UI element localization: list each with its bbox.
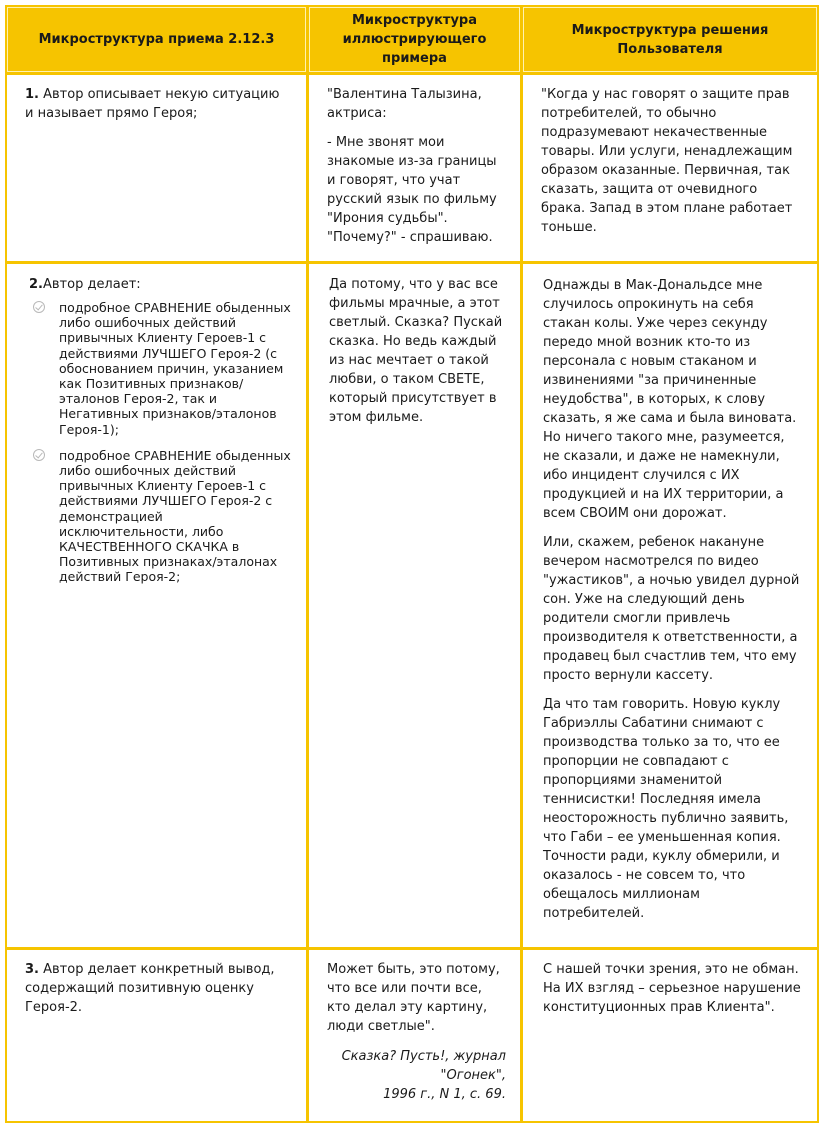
source-line-1: Сказка? Пусть!, журнал [341,1049,506,1064]
row2-solution-paragraph-1: Однажды в Мак-Дональдсе мне случилось опрокинуть на себя стакан колы. Уже через секунду передо мной возник кто-то из персонала с новым стаканом и извинениями "за причиненные неудобства", в которых, к слову сказать, я же сама и была виновата. Но ничего такого мне, разумеется, не сказали, и даже не намекнули, ибо инцидент случился с ИХ продукцией и на ИХ территории, а всем СВОИМ они дорожат. [543,278,797,521]
header-cell-example [309,7,520,72]
row2-solution-paragraph-2: Или, скажем, ребенок накануне вечером насмотрелся по видео "ужастиков", а ночью увидел дурной сон. Уже на следующий день родители смогли привлечь производителя к ответственности, а продавец был счастлив тем, что ему просто вернули кассету. [543,535,800,683]
row1-example-cell [309,75,520,261]
row2-technique-intro: 2.Автор делает: [29,277,141,292]
row3-technique-cell [7,950,306,1121]
list-item: подробное СРАВНЕНИЕ обыденных либо ошибочных действий привычных Клиенту Героев-1 с действиями ЛУЧШЕГО Героя-2 с демонстрацией исключительности, либо КАЧЕСТВЕННОГО СКАЧКА в Позитивных признаках/эталонах действий Героя-2; [29,448,294,585]
row2-example-cell [309,264,520,947]
row1-technique-cell [7,75,306,261]
row3-technique-text: 3. Автор делает конкретный вывод, содержащий позитивную оценку Героя-2. [25,962,275,1015]
row1-example-quote: - Мне звонят мои знакомые из-за границы и говорят, что учат русский язык по фильму "Ирония судьбы". "Почему?" - спрашиваю. [327,135,497,245]
header-cell-technique [7,7,306,72]
row2-technique-list [29,300,294,585]
row3-solution-cell [523,950,817,1121]
header-technique-label: Микроструктура приема 2.12.3 [38,32,275,47]
row1-solution-cell [523,75,817,261]
header-example-line-1: Микроструктура [351,13,478,28]
row2-solution-paragraph-3: Да что там говорить. Новую куклу Габриэллы Сабатини снимают с производства только за то, что ее пропорции не совпадают с пропорциями знаменитой теннисистки! Последняя имела неосторожность публично заявить, что Габи – ее уменьшенная копия. Точности ради, куклу обмерили, и оказалось - не совсем то, что обещалось миллионам потребителей. [543,697,789,921]
source-line-3: 1996 г., N 1, с. 69. [383,1087,506,1102]
header-cell-solution [523,7,817,72]
row2-technique-cell [7,264,306,947]
row2-example-text: Да потому, что у вас все фильмы мрачные, а этот светлый. Сказка? Пускай сказка. Но ведь каждый из нас мечтает о такой любви, о таком СВЕТЕ, который присутствует в этом фильме. [329,277,503,425]
row1-example-speaker: "Валентина Талызина, актриса: [327,87,482,121]
source-line-2: "Огонек", [440,1068,506,1083]
row3-solution-text: С нашей точки зрения, это не обман. На ИХ взгляд – серьезное нарушение конституционных прав Клиента". [543,962,801,1015]
check-circle-icon [33,301,45,313]
header-solution-line-1: Микроструктура решения [571,22,769,38]
check-circle-icon [33,449,45,461]
row3-example-text: Может быть, это потому, что все или почти все, кто делал эту картину, люди светлые". [327,962,500,1034]
header-example-line-3: примера [382,51,447,66]
header-example-line-2: иллюстрирующего [342,32,487,47]
list-item: подробное СРАВНЕНИЕ обыденных либо ошибочных действий привычных Клиенту Героев-1 с действиями ЛУЧШЕГО Героя-2 (с обоснованием причин, указанием как Позитивных признаков/эталонов Героя-2, так и Негативных признаков/эталонов Героя-1); [29,300,294,437]
header-solution-line-2: Пользователя [617,41,723,57]
row2-solution-cell [523,264,817,947]
row3-example-cell [309,950,520,1121]
row3-example-source [327,1047,506,1104]
row1-technique-text: 1. Автор описывает некую ситуацию и называет прямо Героя; [25,87,280,121]
row1-solution-text: "Когда у нас говорят о защите прав потребителей, то обычно подразумевают некачественные товары. Или услуги, ненадлежащим образом оказанные. Первичная, так сказать, защита от очевидного брака. Запад в этом плане работает тоньше. [541,87,793,235]
